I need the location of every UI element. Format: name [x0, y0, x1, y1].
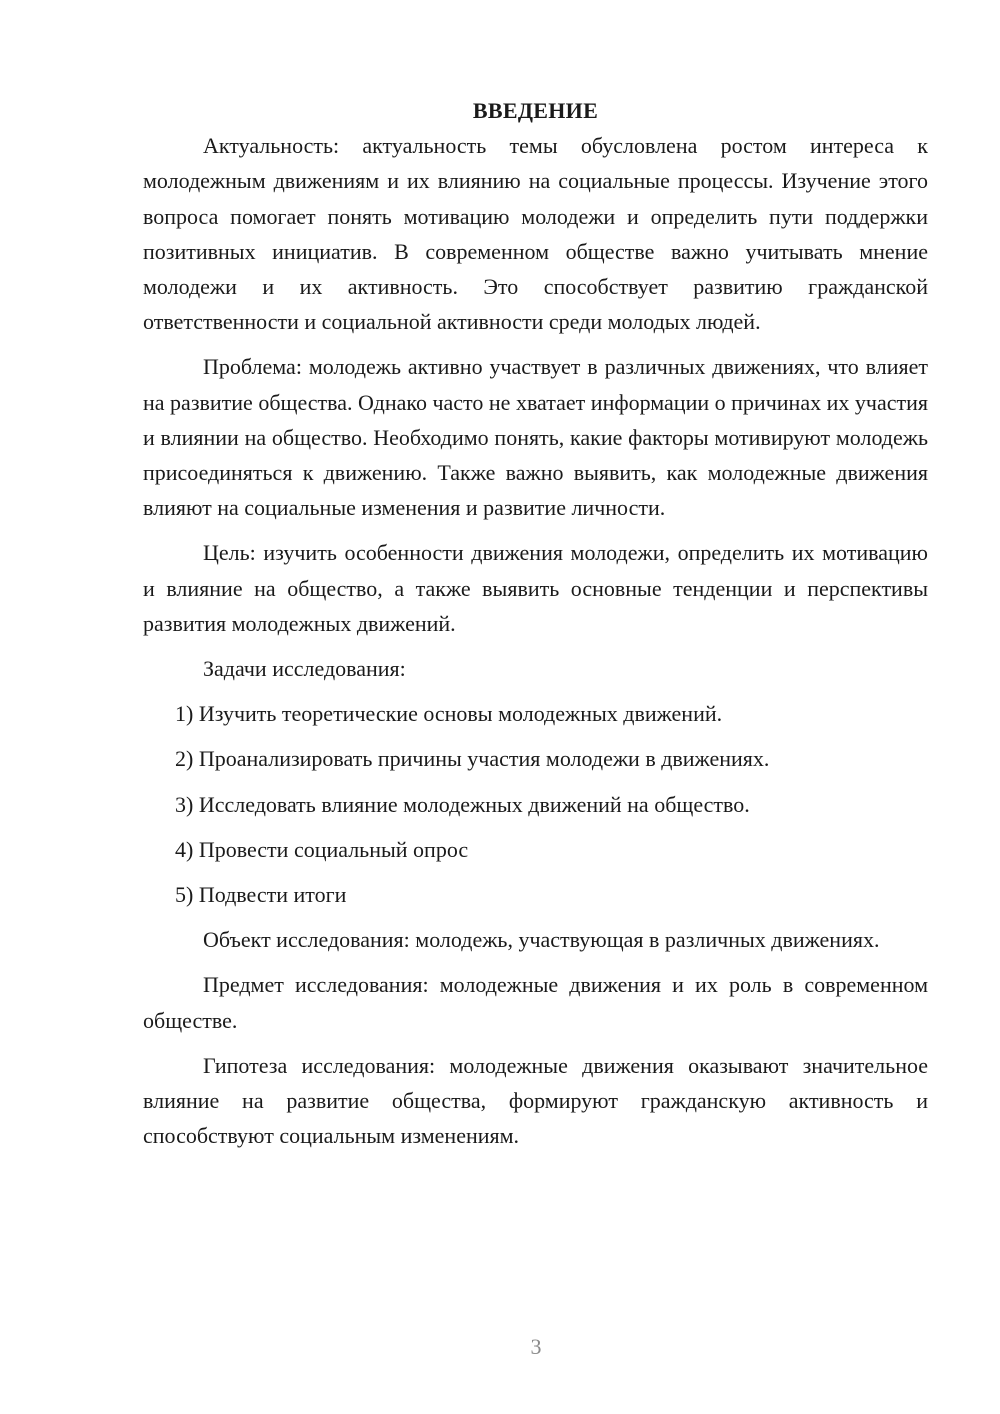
task-item: 5) Подвести итоги [175, 882, 347, 908]
page-number: 3 [530, 1334, 542, 1359]
tasks-list [143, 696, 928, 912]
task-item: 3) Исследовать влияние молодежных движений на общество. [175, 791, 750, 817]
goal-paragraph: Цель: изучить особенности движения молодежи, определить их мотивацию и влияние на общество, а также выявить основные тенденции и перспективы развития молодежных движений. [143, 540, 928, 636]
hypothesis-paragraph: Гипотеза исследования: молодежные движения оказывают значительное влияние на развитие общества, формируют гражданскую активность и способствуют социальным изменениям. [143, 1052, 928, 1149]
object-paragraph: Объект исследования: молодежь, участвующая в различных движениях. [203, 927, 880, 953]
task-item: 4) Провести социальный опрос [175, 836, 469, 862]
subject-paragraph: Предмет исследования: молодежные движения и их роль в современном обществе. [143, 972, 928, 1033]
task-item: 1) Изучить теоретические основы молодежных движений. [175, 701, 723, 727]
relevance-paragraph: Актуальность: актуальность темы обусловлена ростом интереса к молодежным движениям и их влиянию на социальные процессы. Изучение этого вопроса помогает понять мотивацию молодежи и определить пути поддержки позитивных инициатив. В современном обществе важно учитывать мнение молодежи и их активность. Это способствует развитию гражданской ответственности и социальной активности среди молодых людей. [143, 133, 928, 335]
tasks-heading: Задачи исследования: [203, 656, 406, 682]
problem-paragraph: Проблема: молодежь активно участвует в различных движениях, что влияет на развитие общества. Однако часто не хватает информации о причинах их участия и влиянии на общество. Необходимо понять, какие факторы мотивируют молодежь присоединяться к движению. Также важно выявить, как молодежные движения влияют на социальные изменения и развитие личности. [143, 354, 928, 521]
task-item: 2) Проанализировать причины участия молодежи в движениях. [175, 746, 770, 772]
page-title: ВВЕДЕНИЕ [472, 98, 599, 123]
page-content [143, 93, 928, 1153]
